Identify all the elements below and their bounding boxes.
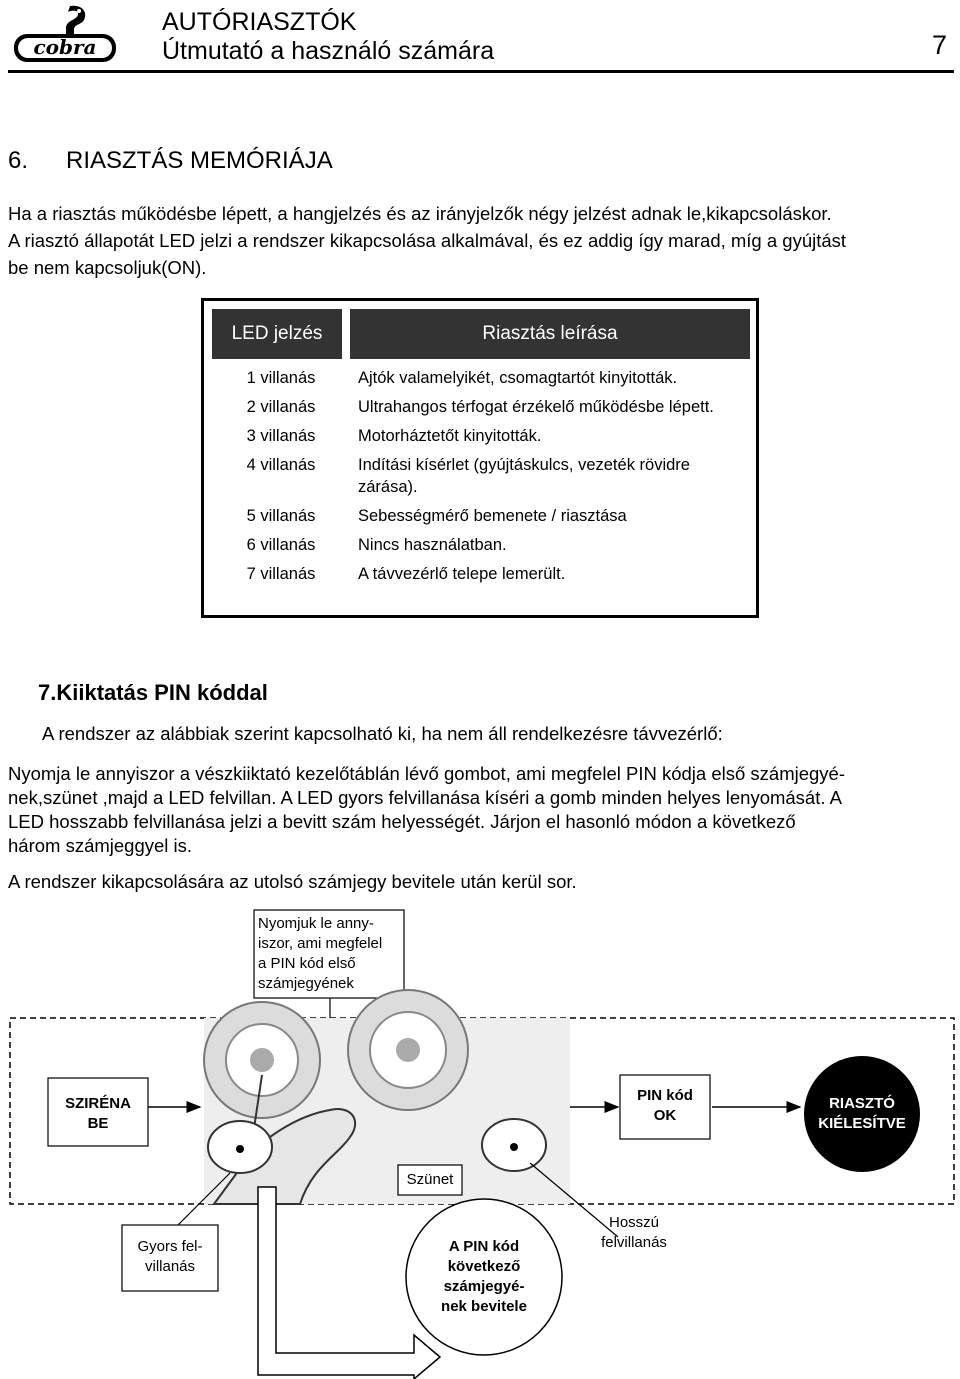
alarm-description: Nincs használatban. (358, 536, 507, 554)
armed-line: KIÉLESÍTVE (818, 1115, 906, 1132)
callout-line: Nyomjuk le anny- (258, 915, 374, 932)
keypad-photo (204, 990, 570, 1204)
table-row (212, 396, 750, 418)
next-digit-line: A PIN kód (448, 1238, 520, 1255)
siren-label-line: BE (87, 1115, 109, 1132)
section-6-intro-line: Ha a riasztás működésbe lépett, a hangjelzés és az irányjelzők négy jelzést adnak le,kikapcsoláskor. (8, 203, 832, 224)
callout-line: számjegyének (258, 975, 354, 992)
section-6-number: 6. (8, 147, 29, 174)
header-subtitle: Útmutató a használó számára (162, 37, 495, 65)
section-6-intro-line: A riasztó állapotát LED jelzi a rendszer kikapcsolása alkalmával, és ez addig így marad, míg a gyújtást (8, 230, 847, 251)
siren-on-label (48, 1094, 148, 1134)
next-digit-label (418, 1237, 550, 1317)
pin-ok-line: OK (653, 1107, 677, 1124)
alarm-description: Ajtók valamelyikét, csomagtartót kinyitották. (358, 369, 678, 387)
pin-entry-diagram (0, 905, 960, 1379)
page-number: 7 (931, 30, 947, 60)
alarm-description: A távvezérlő telepe lemerült. (358, 565, 566, 583)
pause-label: Szünet (406, 1171, 454, 1188)
alarm-memory-table (201, 298, 759, 618)
table-row (212, 534, 750, 556)
cobra-logo (8, 2, 120, 66)
section-7-paragraph-line: három számjeggyel is. (8, 835, 193, 856)
led-signal: 4 villanás (246, 456, 316, 474)
table-row (212, 505, 750, 527)
long-flash-line: felvillanás (601, 1234, 667, 1251)
section-7-paragraph: A rendszer kikapcsolására az utolsó számjegy bevitele után kerül sor. (8, 871, 577, 892)
long-flash-label (584, 1213, 684, 1253)
alarm-description: Indítási kísérlet (gyújtáskulcs, vezeték rövidre zárása). (358, 456, 690, 496)
siren-label-line: SZIRÉNA (65, 1095, 131, 1112)
alarm-description: Motorháztetőt kinyitották. (358, 427, 542, 445)
table-header-led: LED jelzés (212, 309, 342, 359)
led-signal: 1 villanás (246, 369, 316, 387)
section-7-paragraph-line: LED hosszabb felvillanása jelzi a bevitt szám helyességét. Járjon el hasonló módon a következő (8, 811, 796, 832)
pin-ok-label (620, 1086, 710, 1126)
next-digit-line: következő (447, 1258, 521, 1275)
section-7-paragraph: A rendszer az alábbiak szerint kapcsolható ki, ha nem áll rendelkezésre távvezérlő: (42, 723, 723, 744)
table-row (212, 454, 750, 498)
section-6-heading (8, 147, 333, 175)
fast-flash-line: villanás (144, 1258, 196, 1275)
led-signal: 3 villanás (246, 427, 316, 445)
header-title: AUTÓRIASZTÓK (162, 8, 357, 36)
logo-text: cobra (33, 35, 97, 59)
table-header-description: Riasztás leírása (350, 309, 750, 359)
fast-flash-line: Gyors fel- (137, 1238, 203, 1255)
alarm-description: Sebességmérő bemenete / riasztása (358, 507, 627, 525)
alarm-description: Ultrahangos térfogat érzékelő működésbe lépett. (358, 398, 714, 416)
section-7-heading: 7.Kiiktatás PIN kóddal (38, 680, 268, 705)
table-row (212, 367, 750, 389)
led-signal: 7 villanás (246, 565, 316, 583)
long-flash-line: Hosszú (608, 1214, 660, 1231)
led-signal: 2 villanás (246, 398, 316, 416)
section-7-paragraph-line: nek,szünet ,majd a LED felvillan. A LED gyors felvillanása kíséri a gomb minden helyes lenyomását. A (8, 787, 842, 808)
alarm-armed-label (804, 1094, 920, 1134)
fast-flash-label (122, 1237, 218, 1277)
led-signal: 5 villanás (246, 507, 316, 525)
table-row (212, 425, 750, 447)
table-row (212, 563, 750, 585)
section-6-intro-line: be nem kapcsoljuk(ON). (8, 257, 207, 278)
callout-line: a PIN kód első (258, 955, 356, 972)
led-signal: 6 villanás (246, 536, 316, 554)
header-divider (8, 70, 954, 73)
section-6-title: RIASZTÁS MEMÓRIÁJA (66, 147, 333, 174)
next-digit-line: számjegyé- (443, 1278, 525, 1295)
next-digit-line: nek bevitele (441, 1298, 527, 1315)
callout-first-digit (258, 914, 402, 994)
pin-ok-line: PIN kód (637, 1087, 693, 1104)
armed-line: RIASZTÓ (829, 1095, 895, 1112)
callout-line: iszor, ami megfelel (258, 935, 383, 952)
section-7-paragraph-line: Nyomja le annyiszor a vészkiiktató kezelőtáblán lévő gombot, ami megfelel PIN kódja első számjegyé- (8, 763, 845, 784)
